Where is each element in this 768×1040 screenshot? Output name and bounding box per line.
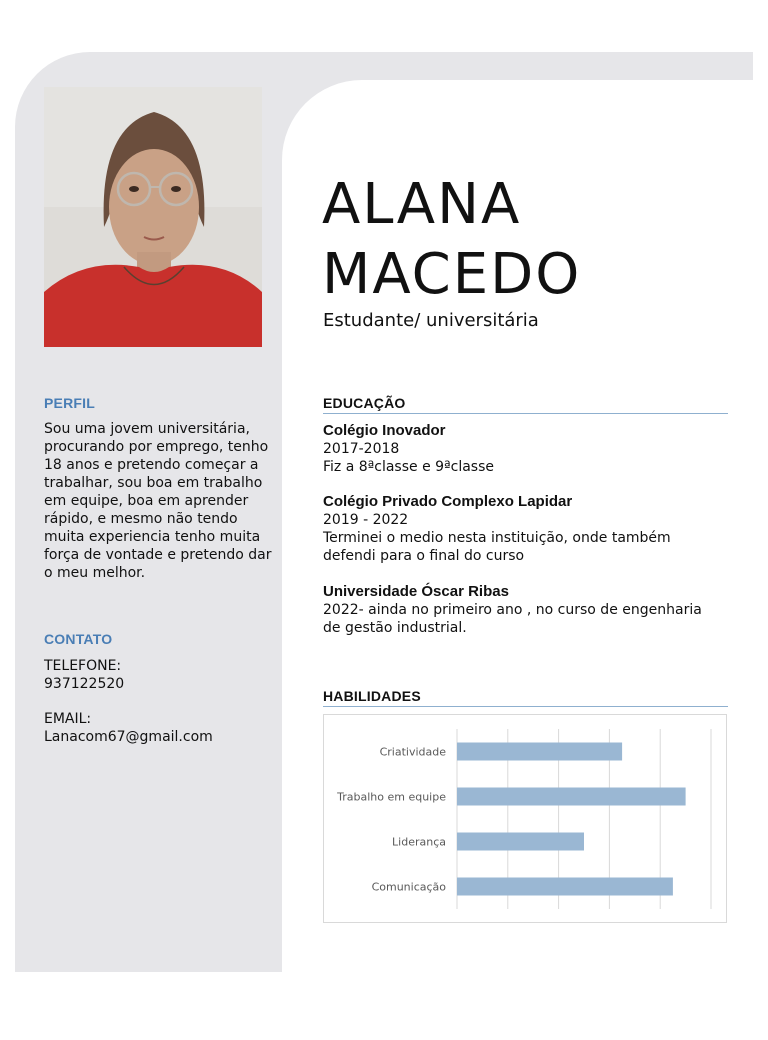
email-address: Lanacom67@gmail.com (44, 729, 213, 745)
chart-bar (457, 743, 622, 761)
phone-number: 937122520 (44, 676, 125, 692)
skills-chart-svg (324, 715, 726, 922)
chart-bar (457, 788, 686, 806)
email-label: EMAIL: (44, 711, 92, 727)
school-years: 2017-2018 (323, 441, 400, 457)
contact-section-title: CONTATO (44, 631, 113, 647)
phone-label: TELEFONE: (44, 658, 122, 674)
education-divider (323, 413, 728, 414)
header-band (282, 52, 753, 80)
profile-photo (44, 87, 262, 347)
chart-category-label: Trabalho em equipe (337, 790, 446, 804)
skills-divider (323, 706, 728, 707)
education-item (323, 493, 723, 565)
last-name: MACEDO (322, 242, 582, 307)
chart-category-label: Comunicação (371, 880, 446, 894)
education-item (323, 422, 723, 476)
school-name: Colégio Privado Complexo Lapidar (323, 493, 573, 510)
school-name: Universidade Óscar Ribas (323, 583, 509, 600)
school-description: Terminei o medio nesta instituição, onde também defendi para o final do curso (323, 530, 671, 564)
chart-bar (457, 878, 673, 896)
school-description: Fiz a 8ªclasse e 9ªclasse (323, 459, 495, 475)
first-name: ALANA (322, 172, 522, 237)
chart-category-label: Criatividade (379, 745, 446, 759)
education-item (323, 583, 723, 637)
chart-bar (457, 833, 584, 851)
chart-category-label: Liderança (392, 835, 446, 849)
education-section-title: EDUCAÇÃO (323, 395, 406, 411)
profile-section-title: PERFIL (44, 395, 95, 411)
skills-section-title: HABILIDADES (323, 688, 421, 704)
school-years: 2019 - 2022 (323, 512, 409, 528)
job-title: Estudante/ universitária (323, 310, 539, 331)
school-description: 2022- ainda no primeiro ano , no curso de engenharia de gestão industrial. (323, 602, 702, 636)
profile-text: Sou uma jovem universitária, procurando por emprego, tenho 18 anos e pretendo começar a trabalhar, sou boa em trabalho em equipe, boa em aprender rápido, e mesmo não tendo muita experiencia tenho muita força de vontade e pretendo dar o meu melhor. (44, 421, 272, 581)
school-name: Colégio Inovador (323, 422, 446, 439)
skills-chart (323, 714, 727, 923)
